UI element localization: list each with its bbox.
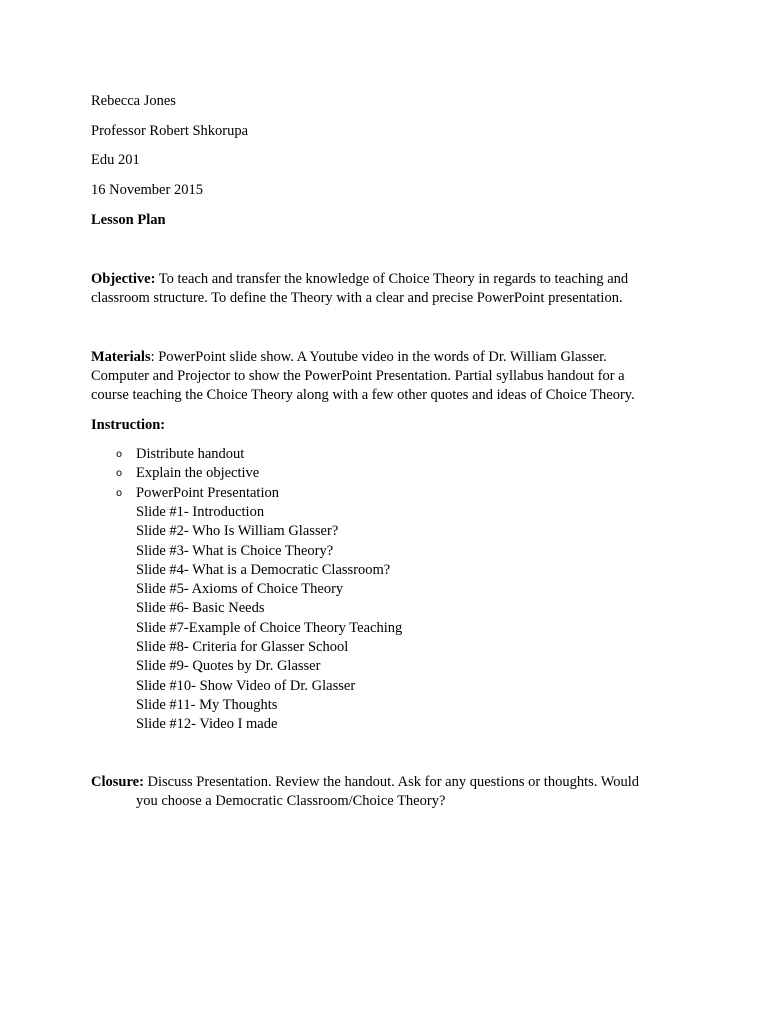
bullet-text: Explain the objective [136, 465, 260, 482]
materials-text-line3: course teaching the Choice Theory along with a few other quotes and ideas of Choice Theory. [91, 387, 635, 403]
materials-section [91, 348, 681, 405]
list-item [91, 464, 279, 483]
professor-name: Professor Robert Shkorupa [91, 123, 249, 139]
bullet-icon: o [116, 449, 123, 460]
slide-item-5: Slide #5- Axioms of Choice Theory [136, 581, 344, 598]
document-title: Lesson Plan [91, 212, 166, 228]
slide-list [136, 503, 402, 735]
student-name: Rebecca Jones [91, 93, 176, 109]
closure-section [91, 773, 691, 811]
materials-text-line1: : PowerPoint slide show. A Youtube video in the words of Dr. William Glasser. [150, 349, 607, 365]
bullet-icon: o [116, 468, 123, 480]
slide-item-3: Slide #3- What is Choice Theory? [136, 542, 334, 559]
materials-label: Materials [91, 349, 151, 365]
list-item [91, 445, 279, 464]
instruction-label: Instruction: [91, 417, 166, 433]
slide-item-8: Slide #8- Criteria for Glasser School [136, 639, 349, 656]
slide-item-11: Slide #11- My Thoughts [136, 696, 278, 713]
bullet-icon: o [116, 487, 123, 499]
materials-text-line2: Computer and Projector to show the PowerPoint Presentation. Partial syllabus handout for a [91, 368, 625, 384]
bullet-text: PowerPoint Presentation [136, 484, 279, 501]
slide-item-10: Slide #10- Show Video of Dr. Glasser [136, 677, 356, 694]
slide-item-9: Slide #9- Quotes by Dr. Glasser [136, 658, 321, 675]
closure-text-line2: you choose a Democratic Classroom/Choice Theory? [136, 793, 446, 809]
document-date: 16 November 2015 [91, 182, 203, 198]
slide-item-7: Slide #7-Example of Choice Theory Teaching [136, 619, 403, 636]
slide-item-1: Slide #1- Introduction [136, 504, 265, 520]
objective-text-line1: To teach and transfer the knowledge of Choice Theory in regards to teaching and [155, 271, 629, 287]
objective-label: Objective: [91, 271, 156, 287]
slide-item-12: Slide #12- Video I made [136, 716, 278, 733]
objective-section [91, 270, 681, 308]
instruction-bullet-list [91, 445, 279, 503]
bullet-text: Distribute handout [136, 446, 245, 462]
closure-label: Closure: [91, 774, 144, 790]
objective-text-line2: classroom structure. To define the Theory with a clear and precise PowerPoint presentation. [91, 290, 623, 306]
closure-text-line1: Discuss Presentation. Review the handout. Ask for any questions or thoughts. Would [143, 774, 640, 790]
slide-item-2: Slide #2- Who Is William Glasser? [136, 523, 339, 540]
slide-item-6: Slide #6- Basic Needs [136, 600, 265, 617]
slide-item-4: Slide #4- What is a Democratic Classroom? [136, 561, 391, 578]
list-item [91, 484, 279, 503]
course-code: Edu 201 [91, 152, 140, 168]
